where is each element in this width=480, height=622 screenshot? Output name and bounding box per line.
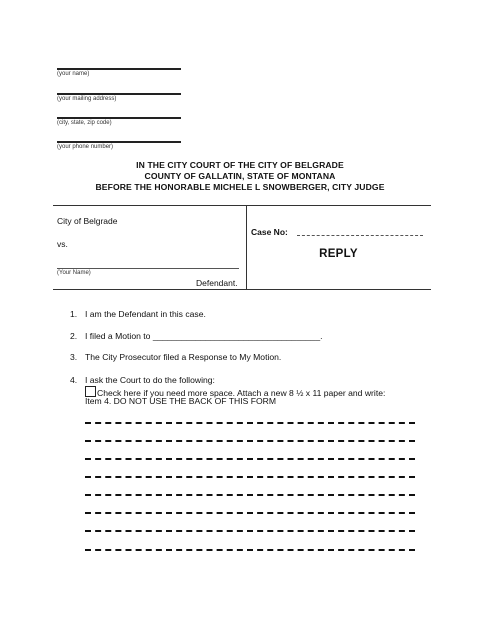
court-line-1: IN THE CITY COURT OF THE CITY OF BELGRADE bbox=[136, 160, 344, 170]
court-header bbox=[0, 160, 480, 193]
mailing-address-caption: (your mailing address) bbox=[57, 96, 117, 102]
writing-line[interactable] bbox=[85, 458, 415, 460]
more-space-instruction: Item 4. DO NOT USE THE BACK OF THIS FORM bbox=[85, 396, 277, 406]
caption-top-rule bbox=[53, 205, 431, 206]
mailing-address-line bbox=[57, 93, 181, 95]
item-4-text: I ask the Court to do the following: bbox=[85, 375, 215, 385]
item-1-text: I am the Defendant in this case. bbox=[85, 309, 206, 319]
defendant-label: Defendant. bbox=[196, 278, 238, 288]
versus-label: vs. bbox=[57, 239, 68, 249]
your-name-line bbox=[57, 68, 181, 70]
writing-line[interactable] bbox=[85, 476, 415, 478]
defendant-name-field[interactable] bbox=[57, 268, 239, 269]
city-state-zip-line bbox=[57, 117, 181, 119]
writing-line[interactable] bbox=[85, 494, 415, 496]
city-state-zip-field[interactable] bbox=[57, 117, 181, 127]
writing-line[interactable] bbox=[85, 549, 415, 551]
item-2-number: 2. bbox=[70, 331, 78, 341]
mailing-address-field[interactable] bbox=[57, 93, 181, 103]
item-2-text[interactable]: I filed a Motion to ___________________________________. bbox=[85, 331, 323, 341]
your-name-caption: (your name) bbox=[57, 71, 90, 77]
caption-divider bbox=[246, 205, 247, 289]
item-1-number: 1. bbox=[70, 309, 78, 319]
writing-line[interactable] bbox=[85, 422, 415, 424]
item-3-text: The City Prosecutor filed a Response to My Motion. bbox=[85, 352, 282, 362]
case-no-label: Case No: bbox=[251, 227, 288, 237]
court-line-2: COUNTY OF GALLATIN, STATE OF MONTANA bbox=[144, 171, 336, 181]
phone-number-line bbox=[57, 141, 181, 143]
case-no-field[interactable] bbox=[297, 235, 423, 236]
more-space-text: Check here if you need more space. Attach a new 8 ½ x 11 paper and write: bbox=[97, 388, 386, 398]
writing-line[interactable] bbox=[85, 530, 415, 532]
phone-number-field[interactable] bbox=[57, 141, 181, 151]
plaintiff-name: City of Belgrade bbox=[57, 216, 118, 226]
phone-number-caption: (your phone number) bbox=[57, 144, 114, 150]
item-4-number: 4. bbox=[70, 375, 78, 385]
writing-line[interactable] bbox=[85, 512, 415, 514]
item-3-number: 3. bbox=[70, 352, 78, 362]
your-name-field[interactable] bbox=[57, 68, 181, 78]
document-title: REPLY bbox=[319, 248, 358, 260]
caption-bottom-rule bbox=[53, 289, 431, 290]
writing-line[interactable] bbox=[85, 440, 415, 442]
defendant-name-caption: (Your Name) bbox=[57, 270, 91, 276]
city-state-zip-caption: (city, state, zip code) bbox=[57, 120, 112, 126]
court-line-3: BEFORE THE HONORABLE MICHELE L SNOWBERGER, CITY JUDGE bbox=[95, 182, 385, 192]
